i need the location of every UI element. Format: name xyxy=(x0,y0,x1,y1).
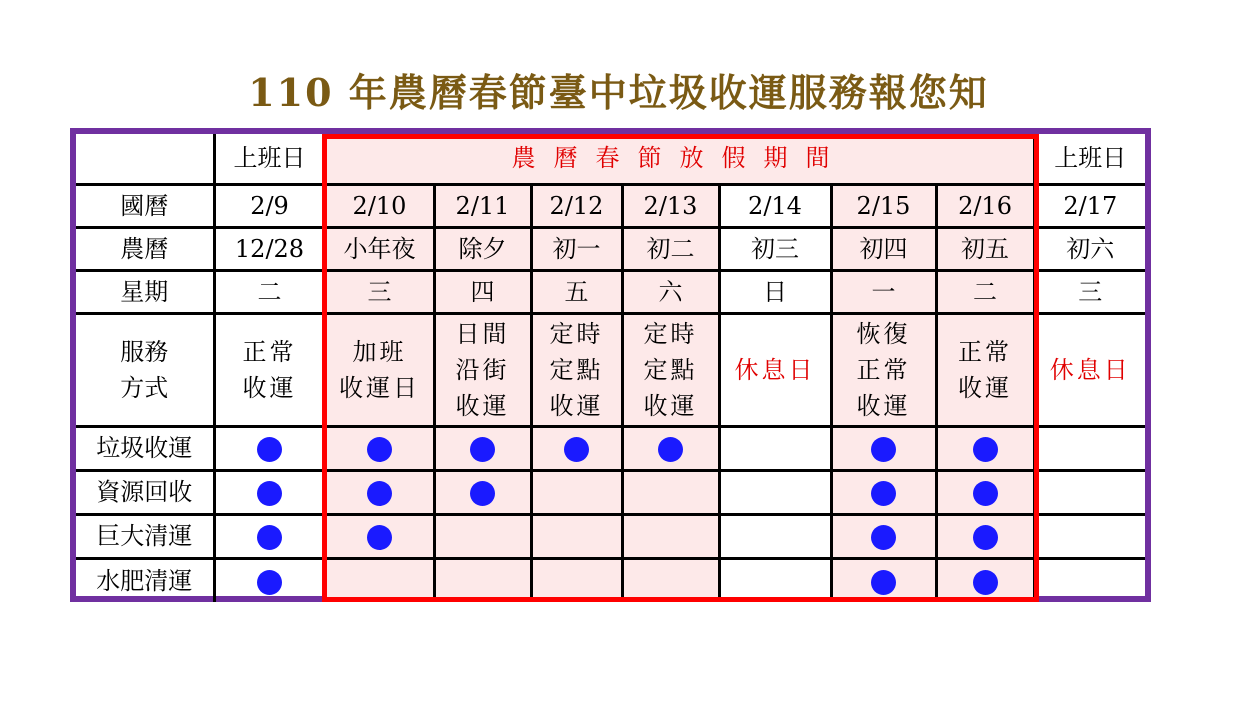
service-dot-icon xyxy=(658,437,683,462)
septic-mark-cell xyxy=(831,558,936,602)
header-row xyxy=(76,134,1145,184)
weekday-cell: 日 xyxy=(719,270,831,313)
service-cell xyxy=(1034,313,1145,426)
service-line: 日間 xyxy=(455,319,510,348)
service-line: 定時 xyxy=(549,319,604,348)
service-dot-icon xyxy=(257,481,282,506)
septic-mark-cell xyxy=(434,558,531,602)
row-label: 水肥清運 xyxy=(76,558,214,602)
workday-right-header: 上班日 xyxy=(1034,134,1145,184)
bulky-row xyxy=(76,514,1145,558)
service-line: 收運 xyxy=(958,373,1013,402)
workday-left-header: 上班日 xyxy=(214,134,325,184)
bulky-mark-cell xyxy=(325,514,434,558)
service-line: 正常 xyxy=(242,337,297,366)
bulky-mark-cell xyxy=(1034,514,1145,558)
service-cell xyxy=(434,313,531,426)
service-dot-icon xyxy=(973,481,998,506)
service-row xyxy=(76,313,1145,426)
gregorian-cell: 2/16 xyxy=(936,184,1034,227)
service-line: 正常 xyxy=(856,355,911,384)
lunar-cell: 初一 xyxy=(531,227,622,270)
weekday-cell: 三 xyxy=(325,270,434,313)
row-label: 星期 xyxy=(76,270,214,313)
service-dot-icon xyxy=(871,570,896,595)
gregorian-cell: 2/12 xyxy=(531,184,622,227)
lunar-cell: 初三 xyxy=(719,227,831,270)
service-line: 收運 xyxy=(455,391,510,420)
service-line: 休息日 xyxy=(1049,355,1131,384)
schedule-frame xyxy=(70,128,1151,602)
garbage-row xyxy=(76,426,1145,470)
row-label: 農曆 xyxy=(76,227,214,270)
service-dot-icon xyxy=(367,481,392,506)
weekday-cell: 五 xyxy=(531,270,622,313)
septic-mark-cell xyxy=(936,558,1034,602)
row-label: 國曆 xyxy=(76,184,214,227)
service-line: 定時 xyxy=(643,319,698,348)
bulky-mark-cell xyxy=(831,514,936,558)
lunar-cell: 除夕 xyxy=(434,227,531,270)
row-label: 巨大清運 xyxy=(76,514,214,558)
septic-mark-cell xyxy=(214,558,325,602)
septic-mark-cell xyxy=(1034,558,1145,602)
garbage-mark-cell xyxy=(434,426,531,470)
bulky-mark-cell xyxy=(214,514,325,558)
bulky-mark-cell xyxy=(936,514,1034,558)
garbage-mark-cell xyxy=(531,426,622,470)
service-cell xyxy=(325,313,434,426)
garbage-mark-cell xyxy=(325,426,434,470)
septic-mark-cell xyxy=(325,558,434,602)
service-line: 收運 xyxy=(242,373,297,402)
bulky-mark-cell xyxy=(531,514,622,558)
row-label-line: 服務 xyxy=(120,337,169,366)
row-label: 資源回收 xyxy=(76,470,214,514)
recycling-mark-cell xyxy=(434,470,531,514)
service-line: 定點 xyxy=(549,355,604,384)
service-line: 收運 xyxy=(856,391,911,420)
garbage-mark-cell xyxy=(719,426,831,470)
holiday-period-header: 農曆春節放假期間 xyxy=(325,134,1034,184)
recycling-mark-cell xyxy=(214,470,325,514)
septic-mark-cell xyxy=(622,558,719,602)
service-line: 正常 xyxy=(958,337,1013,366)
lunar-cell: 12/28 xyxy=(214,227,325,270)
service-dot-icon xyxy=(871,525,896,550)
service-line: 沿街 xyxy=(455,355,510,384)
weekday-cell: 一 xyxy=(831,270,936,313)
lunar-cell: 初二 xyxy=(622,227,719,270)
weekday-cell: 四 xyxy=(434,270,531,313)
weekday-cell: 三 xyxy=(1034,270,1145,313)
service-cell xyxy=(936,313,1034,426)
lunar-row xyxy=(76,227,1145,270)
service-cell xyxy=(719,313,831,426)
service-cell xyxy=(831,313,936,426)
service-dot-icon xyxy=(973,570,998,595)
lunar-cell: 小年夜 xyxy=(325,227,434,270)
service-dot-icon xyxy=(367,437,392,462)
lunar-cell: 初四 xyxy=(831,227,936,270)
corner-cell xyxy=(76,134,214,184)
bulky-mark-cell xyxy=(434,514,531,558)
service-dot-icon xyxy=(257,525,282,550)
row-label-line: 方式 xyxy=(120,373,169,402)
weekday-row xyxy=(76,270,1145,313)
garbage-mark-cell xyxy=(831,426,936,470)
garbage-mark-cell xyxy=(214,426,325,470)
garbage-mark-cell xyxy=(1034,426,1145,470)
service-dot-icon xyxy=(564,437,589,462)
service-line: 收運日 xyxy=(339,373,420,402)
gregorian-cell: 2/9 xyxy=(214,184,325,227)
service-dot-icon xyxy=(973,437,998,462)
bulky-mark-cell xyxy=(719,514,831,558)
service-dot-icon xyxy=(470,481,495,506)
service-dot-icon xyxy=(871,437,896,462)
gregorian-cell: 2/13 xyxy=(622,184,719,227)
gregorian-row xyxy=(76,184,1145,227)
row-label xyxy=(76,313,214,426)
service-line: 加班 xyxy=(352,337,407,366)
recycling-mark-cell xyxy=(531,470,622,514)
bulky-mark-cell xyxy=(622,514,719,558)
service-line: 休息日 xyxy=(734,355,816,384)
weekday-cell: 二 xyxy=(936,270,1034,313)
recycling-mark-cell xyxy=(622,470,719,514)
lunar-cell: 初六 xyxy=(1034,227,1145,270)
garbage-mark-cell xyxy=(622,426,719,470)
lunar-cell: 初五 xyxy=(936,227,1034,270)
weekday-cell: 二 xyxy=(214,270,325,313)
service-line: 收運 xyxy=(549,391,604,420)
recycling-mark-cell xyxy=(325,470,434,514)
service-cell xyxy=(214,313,325,426)
gregorian-cell: 2/14 xyxy=(719,184,831,227)
service-line: 定點 xyxy=(643,355,698,384)
recycling-mark-cell xyxy=(1034,470,1145,514)
gregorian-cell: 2/10 xyxy=(325,184,434,227)
garbage-mark-cell xyxy=(936,426,1034,470)
septic-mark-cell xyxy=(719,558,831,602)
service-line: 收運 xyxy=(643,391,698,420)
gregorian-cell: 2/17 xyxy=(1034,184,1145,227)
recycling-mark-cell xyxy=(936,470,1034,514)
service-line: 恢復 xyxy=(856,319,911,348)
septic-mark-cell xyxy=(531,558,622,602)
gregorian-cell: 2/11 xyxy=(434,184,531,227)
schedule-table xyxy=(76,134,1145,602)
service-dot-icon xyxy=(871,481,896,506)
service-dot-icon xyxy=(367,525,392,550)
page-title: 110 年農曆春節臺中垃圾收運服務報您知 xyxy=(248,70,989,115)
service-dot-icon xyxy=(973,525,998,550)
service-dot-icon xyxy=(257,570,282,595)
service-cell xyxy=(622,313,719,426)
recycling-mark-cell xyxy=(831,470,936,514)
service-dot-icon xyxy=(257,437,282,462)
recycling-mark-cell xyxy=(719,470,831,514)
service-dot-icon xyxy=(470,437,495,462)
recycling-row xyxy=(76,470,1145,514)
weekday-cell: 六 xyxy=(622,270,719,313)
row-label: 垃圾收運 xyxy=(76,426,214,470)
service-cell xyxy=(531,313,622,426)
gregorian-cell: 2/15 xyxy=(831,184,936,227)
septic-row xyxy=(76,558,1145,602)
